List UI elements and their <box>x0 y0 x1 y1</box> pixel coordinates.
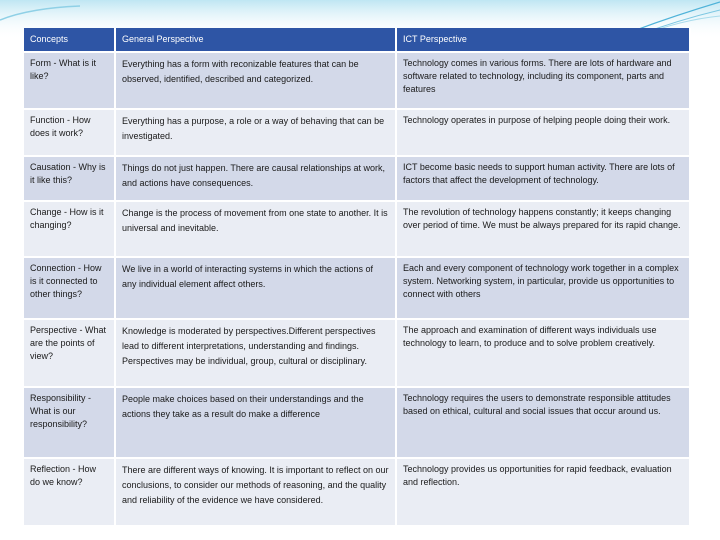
table-header-row <box>24 28 691 53</box>
table-row <box>24 202 691 258</box>
table-row <box>24 459 691 527</box>
ict-cell: Technology operates in purpose of helping people doing their work. <box>397 110 691 157</box>
ict-cell: The revolution of technology happens constantly; it keeps changing over period of time. We must be always prepared for its rapid change. <box>397 202 691 258</box>
concept-cell: Responsibility - What is our responsibility? <box>24 388 116 459</box>
table-row <box>24 53 691 110</box>
concepts-table-container <box>24 28 691 527</box>
general-cell: Everything has a form with reconizable features that can be observed, identified, described and categorized. <box>116 53 397 110</box>
concept-cell: Form - What is it like? <box>24 53 116 110</box>
concepts-table <box>24 28 691 527</box>
table-row <box>24 320 691 388</box>
general-cell: Everything has a purpose, a role or a way of behaving that can be investigated. <box>116 110 397 157</box>
concept-cell: Perspective - What are the points of view? <box>24 320 116 388</box>
general-cell: Knowledge is moderated by perspectives.Different perspectives lead to different interpretations, understanding and findings. Perspectives may be individual, group, cultural or disciplinary. <box>116 320 397 388</box>
header-ict-perspective: ICT Perspective <box>397 28 691 53</box>
concept-cell: Causation - Why is it like this? <box>24 157 116 202</box>
header-concepts: Concepts <box>24 28 116 53</box>
ict-cell: Technology comes in various forms. There are lots of hardware and software related to technology, including its component, parts and features <box>397 53 691 110</box>
concept-cell: Reflection - How do we know? <box>24 459 116 527</box>
table-row <box>24 157 691 202</box>
general-cell: We live in a world of interacting systems in which the actions of any individual element affect others. <box>116 258 397 320</box>
concept-cell: Connection - How is it connected to other things? <box>24 258 116 320</box>
ict-cell: Each and every component of technology work together in a complex system. Networking system, in particular, provide us opportunities to connect with others <box>397 258 691 320</box>
table-row <box>24 110 691 157</box>
ict-cell: The approach and examination of different ways individuals use technology to learn, to produce and to solve problem creatively. <box>397 320 691 388</box>
ict-cell: Technology requires the users to demonstrate responsible attitudes based on ethical, cultural and social issues that occur around us. <box>397 388 691 459</box>
ict-cell: Technology provides us opportunities for rapid feedback, evaluation and reflection. <box>397 459 691 527</box>
general-cell: Things do not just happen. There are causal relationships at work, and actions have consequences. <box>116 157 397 202</box>
ict-cell: ICT become basic needs to support human activity. There are lots of factors that affect the development of technology. <box>397 157 691 202</box>
concept-cell: Function - How does it work? <box>24 110 116 157</box>
concept-cell: Change - How is it changing? <box>24 202 116 258</box>
header-general-perspective: General Perspective <box>116 28 397 53</box>
general-cell: There are different ways of knowing. It is important to reflect on our conclusions, to consider our methods of reasoning, and the quality and reliability of the evidence we have considered. <box>116 459 397 527</box>
table-row <box>24 388 691 459</box>
general-cell: Change is the process of movement from one state to another. It is universal and inevitable. <box>116 202 397 258</box>
general-cell: People make choices based on their understandings and the actions they take as a result do make a difference <box>116 388 397 459</box>
table-row <box>24 258 691 320</box>
